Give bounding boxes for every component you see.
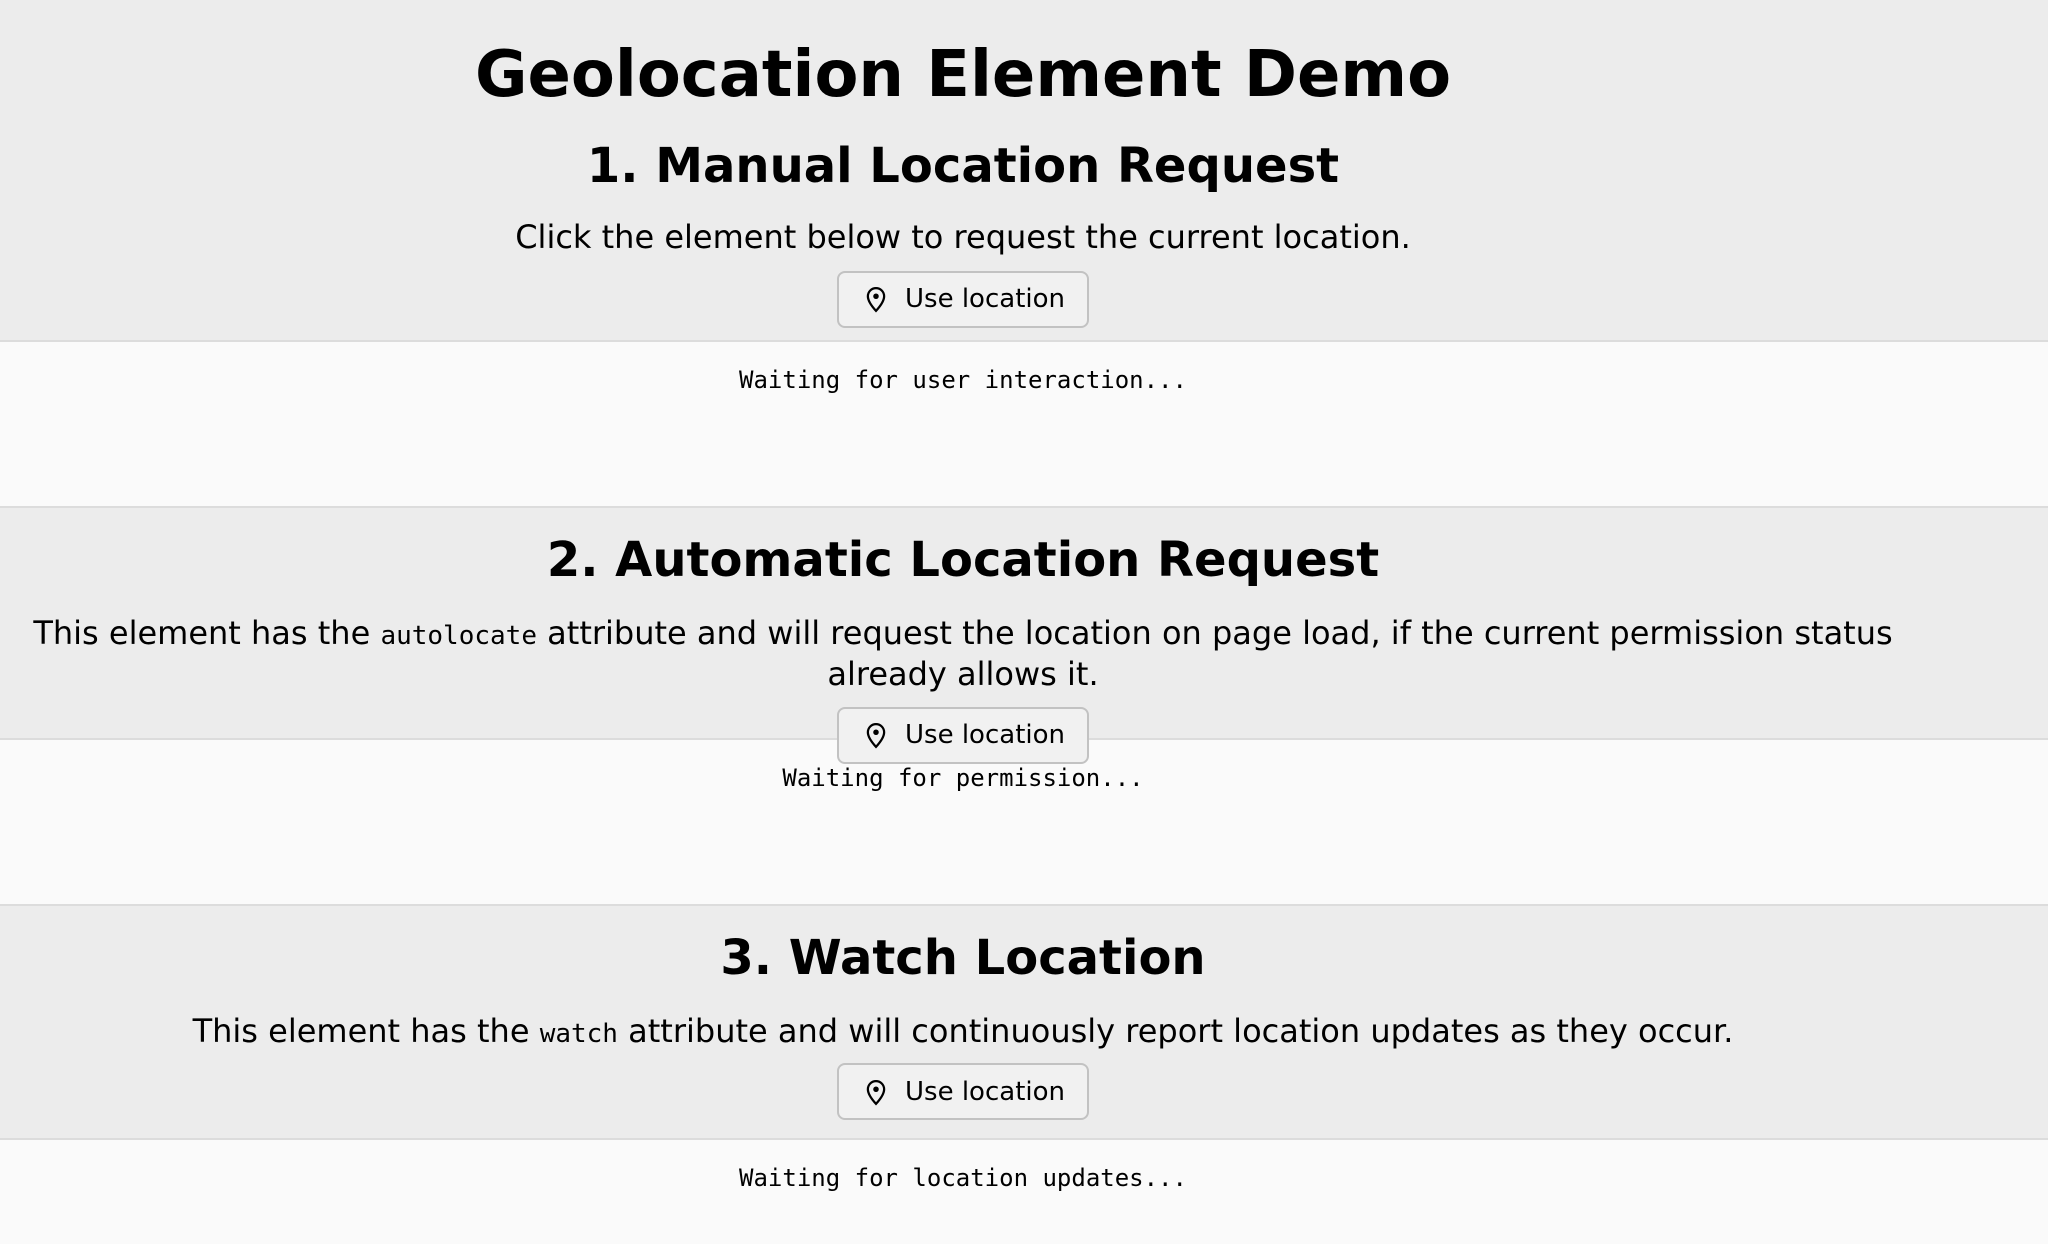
- status-area-manual: [0, 340, 2048, 508]
- status-text-watch: Waiting for location updates...: [739, 1164, 1187, 1192]
- status-area-watch: [0, 1138, 2048, 1244]
- page-title: Geolocation Element Demo: [474, 38, 1452, 112]
- section-1-description: [0, 217, 1926, 259]
- use-location-label: Use location: [905, 720, 1065, 751]
- description-text: attribute and will continuously report location updates as they occur.: [617, 1011, 1734, 1050]
- use-location-button-3[interactable]: [837, 1063, 1089, 1120]
- description-text: This element has the: [33, 613, 381, 652]
- description-text: attribute and will request the location on page load, if the current permission status already allows it.: [536, 613, 1893, 694]
- section-3-description: [0, 1011, 1926, 1053]
- section-manual-location: [0, 0, 2048, 340]
- location-pin-icon: [861, 1077, 891, 1107]
- status-area-automatic: [0, 738, 2048, 906]
- use-location-button-1[interactable]: [837, 271, 1089, 328]
- use-location-button-2[interactable]: [837, 707, 1089, 764]
- section-2-heading: 2. Automatic Location Request: [546, 532, 1380, 588]
- section-automatic-location: [0, 508, 2048, 751]
- inline-code-watch: watch: [539, 1018, 618, 1049]
- use-location-label: Use location: [905, 1076, 1065, 1107]
- status-text-manual: Waiting for user interaction...: [739, 366, 1187, 394]
- description-text: Click the element below to request the current location.: [515, 218, 1411, 257]
- section-3-heading: 3. Watch Location: [720, 930, 1206, 986]
- location-pin-icon: [861, 284, 891, 314]
- location-pin-icon: [861, 720, 891, 750]
- use-location-label: Use location: [905, 284, 1065, 315]
- status-text-automatic: Waiting for permission...: [782, 764, 1144, 792]
- section-1-heading: 1. Manual Location Request: [586, 138, 1340, 195]
- inline-code-autolocate: autolocate: [380, 620, 537, 651]
- section-2-description: [0, 613, 1926, 696]
- section-watch-location: [0, 906, 2048, 1138]
- description-text: This element has the: [192, 1011, 540, 1050]
